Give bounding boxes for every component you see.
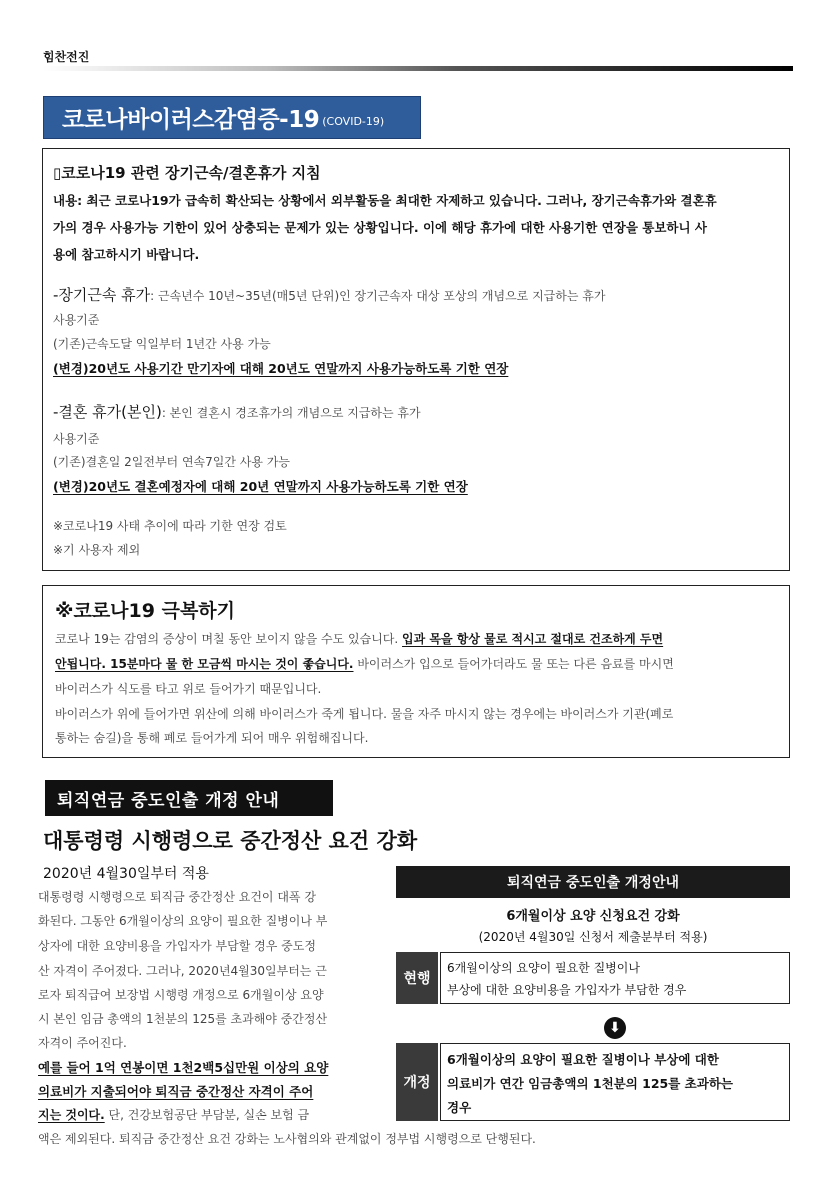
current-box [440,952,790,1004]
pension-body-3: 상자에 대한 요양비용을 가입자가 부담할 경우 중도정 [38,939,316,953]
pension-body-4: 산 자격이 주어졌다. 그러나, 2020년4월30일부터는 근 [38,964,327,978]
overcome-line-1a: 코로나 19는 감염의 증상이 며칠 동안 보이지 않을 수도 있습니다. [55,632,403,646]
overcome-line-2b: 바이러스가 입으로 들어가더라도 물 또는 다른 음료를 마시면 [353,657,674,671]
current-line-1: 6개월이상의 요양이 필요한 질병이나 [447,961,640,975]
notice-title: ▯코로나19 관련 장기근속/결혼휴가 지침 [53,164,321,182]
overcome-line-5: 통하는 숨길)을 통해 폐로 들어가게 되어 매우 위험해집니다. [55,731,369,745]
notice-intro-1: 내용: 최근 코로나19가 급속히 확산되는 상황에서 외부활동을 최대한 자제하고 있습니다. 그러나, 장기근속휴가와 결혼휴 [53,193,717,208]
revised-label: 개정 [396,1043,438,1121]
pension-body-6: 시 본인 임금 총액의 1천분의 125를 초과해야 중간정산 [38,1012,328,1026]
current-line-2: 부상에 대한 요양비용을 가입자가 부담한 경우 [447,983,687,997]
pension-body-2: 화된다. 그동안 6개월이상의 요양이 필요한 질병이나 부 [38,914,328,928]
long-service-criteria: 사용기준 [53,313,100,327]
revised-line-1: 6개월이상의 요양이 필요한 질병이나 부상에 대한 [447,1052,719,1067]
pension-box-title: 퇴직연금 중도인출 개정안내 [396,866,790,898]
notice-intro-2: 가의 경우 사용가능 기한이 있어 상충되는 문제가 있는 상황입니다. 이에 해당 휴가에 대한 사용기한 연장을 통보하니 사 [53,220,707,235]
header-rule [43,66,793,71]
covid-banner-sub: (COVID-19) [322,115,385,128]
long-service-desc: : 근속년수 10년~35년(매5년 단위)인 장기근속자 대상 포상의 개념으로 지급하는 휴가 [150,289,606,303]
overcome-box [42,585,790,758]
marriage-before: (기존)결혼일 2일전부터 연속7일간 사용 가능 [53,455,290,469]
pension-body-5: 로자 퇴직급여 보장법 시행령 개정으로 6개월이상 요양 [38,988,324,1002]
pension-body-1: 대통령령 시행령으로 퇴직금 중간정산 요건이 대폭 강 [38,890,316,904]
revised-box [440,1043,790,1121]
long-service-line [53,284,605,305]
down-arrow-icon: ⬇ [604,1017,626,1039]
covid-banner-title: 코로나바이러스감염증-19 [62,107,320,133]
marriage-desc: : 본인 결혼시 경조휴가의 개념으로 지급하는 휴가 [161,406,421,420]
overcome-line-1b: 입과 목을 항상 물로 적시고 절대로 건조하게 두면 [402,632,664,646]
pension-date: 2020년 4월30일부터 적용 [43,866,209,882]
overcome-line-2 [55,655,674,672]
overcome-title: ※코로나19 극복하기 [55,600,236,622]
pension-banner: 퇴직연금 중도인출 개정 안내 [45,780,333,816]
marriage-head: -결혼 휴가(본인) [53,403,162,421]
overcome-line-4: 바이러스가 위에 들어가면 위산에 의해 바이러스가 죽게 됩니다. 물을 자주 마시지 않는 경우에는 바이러스가 기관(폐로 [55,707,674,721]
marriage-line [53,401,421,422]
long-service-head: -장기근속 휴가 [53,286,151,304]
covid-banner [43,96,421,139]
overcome-line-2a: 안됩니다. 15분마다 물 한 모금씩 마시는 것이 좋습니다. [55,657,354,671]
pension-tail: 단, 건강보험공단 부담분, 실손 보험 금 [104,1108,310,1122]
notice-box [42,148,790,571]
pension-box-subtitle: 6개월이상 요양 신청요건 강화 [506,909,680,924]
marriage-criteria: 사용기준 [53,432,100,446]
overcome-line-1 [55,630,663,647]
pension-headline: 대통령령 시행령으로 중간정산 요건 강화 [43,829,418,853]
notice-note-2: ※기 사용자 제외 [53,543,141,557]
pension-example-3 [38,1106,309,1123]
header-label: 힘찬전진 [43,50,90,64]
pension-last: 액은 제외된다. 퇴직금 중간정산 요건 강화는 노사협의와 관계없이 정부법 시행령으로 단행된다. [38,1132,536,1146]
long-service-after: (변경)20년도 사용기간 만기자에 대해 20년도 연말까지 사용가능하도록 기한 연장 [53,361,509,376]
overcome-line-3: 바이러스가 식도를 타고 위로 들어가기 때문입니다. [55,682,322,696]
revised-line-3: 경우 [447,1100,472,1115]
pension-example-2: 의료비가 지출되어야 퇴직금 중간정산 자격이 주어 [38,1084,314,1099]
revised-line-2: 의료비가 연간 임금총액의 1천분의 125를 초과하는 [447,1076,733,1091]
pension-body-7: 자격이 주어진다. [38,1036,127,1050]
notice-note-1: ※코로나19 사태 추이에 따라 기한 연장 검토 [53,519,287,533]
pension-example-1: 예를 들어 1억 연봉이면 1천2백5십만원 이상의 요양 [38,1060,329,1075]
long-service-before: (기존)근속도달 익일부터 1년간 사용 가능 [53,337,271,351]
marriage-after: (변경)20년도 결혼예정자에 대해 20년 연말까지 사용가능하도록 기한 연장 [53,479,468,494]
notice-intro-3: 용에 참고하시기 바랍니다. [53,247,200,262]
pension-box-note: (2020년 4월30일 신청서 제출분부터 적용) [478,930,708,944]
pension-example-end: 지는 것이다. [38,1108,105,1122]
current-label: 현행 [396,952,438,1004]
